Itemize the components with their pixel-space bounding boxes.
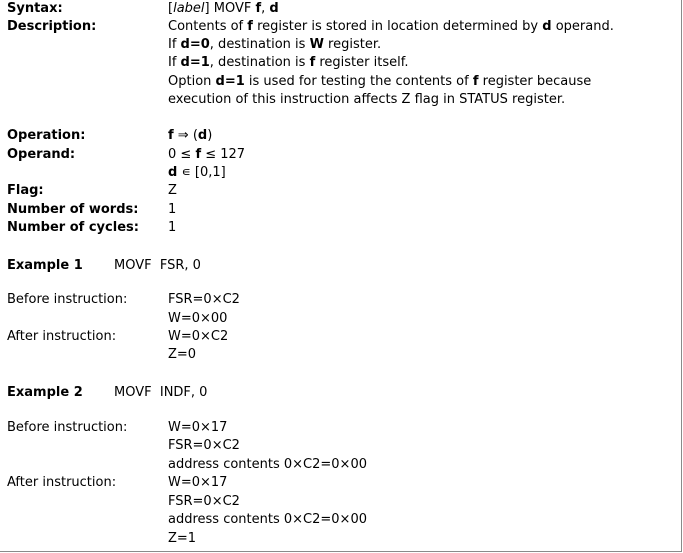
operand-text: 0 ≤ — [168, 147, 196, 162]
description-line-4 — [168, 73, 591, 91]
example2-before-label: Before instruction: — [7, 420, 128, 435]
syntax-open-bracket: [ — [168, 1, 174, 16]
example2-instruction: MOVF INDF, 0 — [114, 385, 208, 400]
description-line-5: execution of this instruction affects Z flag in STATUS register. — [168, 92, 566, 107]
description-line-3 — [168, 54, 408, 72]
description-w: W — [309, 37, 324, 52]
description-text: , destination is — [209, 37, 310, 52]
operand-d: d — [168, 165, 178, 180]
example1-after-line: Z=0 — [168, 347, 197, 362]
operation-f: f — [168, 128, 174, 143]
operand-line-2 — [168, 164, 226, 182]
syntax-arg-d: d — [269, 1, 279, 16]
operation-close: ) — [207, 128, 213, 143]
example2-after-line: Z=1 — [168, 531, 197, 546]
operation-value — [168, 127, 212, 145]
example2-title: Example 2 — [7, 385, 83, 400]
description-d: d=0 — [180, 37, 210, 52]
example1-before-label: Before instruction: — [7, 292, 128, 307]
example2-before-line: W=0×17 — [168, 420, 228, 435]
description-text: register because — [478, 74, 592, 89]
example2-after-line: W=0×17 — [168, 475, 228, 490]
example2-after-line: address contents 0×C2=0×00 — [168, 512, 367, 527]
syntax-mnemonic: MOVF — [209, 1, 256, 16]
description-text: is used for testing the contents of — [244, 74, 473, 89]
operand-f: f — [195, 147, 202, 162]
description-text: Contents of — [168, 19, 248, 34]
description-f: f — [247, 19, 253, 34]
example1-after-line: W=0×C2 — [168, 329, 229, 344]
syntax-label-word: label — [173, 1, 205, 16]
example1-title: Example 1 — [7, 258, 83, 273]
description-d: d — [542, 19, 552, 34]
operand-label: Operand: — [7, 147, 76, 162]
cycles-value: 1 — [168, 220, 177, 235]
example1-after-label: After instruction: — [7, 329, 117, 344]
example2-before-line: address contents 0×C2=0×00 — [168, 457, 367, 472]
flag-value: Z — [168, 183, 177, 198]
example1-before-line: FSR=0×C2 — [168, 292, 240, 307]
cycles-label: Number of cycles: — [7, 220, 139, 235]
operation-arrow: ⇒ ( — [173, 128, 198, 143]
example2-after-label: After instruction: — [7, 475, 117, 490]
operation-d: d — [197, 128, 208, 143]
example1-instruction: MOVF FSR, 0 — [114, 258, 201, 273]
syntax-comma: , — [261, 1, 270, 16]
description-label: Description: — [7, 19, 97, 34]
description-text: register is stored in location determined by — [252, 19, 543, 34]
description-text: operand. — [551, 19, 614, 34]
operand-line-1 — [168, 146, 245, 164]
description-text: If — [168, 37, 181, 52]
description-text: If — [168, 55, 181, 70]
example1-before-line: W=0×00 — [168, 311, 228, 326]
operation-label: Operation: — [7, 128, 86, 143]
description-f: f — [309, 55, 316, 70]
syntax-value — [168, 0, 279, 18]
operand-text: ∊ [0,1] — [177, 165, 226, 180]
syntax-arg-f: f — [255, 1, 262, 16]
description-text: , destination is — [209, 55, 310, 70]
description-line-2 — [168, 36, 381, 54]
description-text: register itself. — [315, 55, 409, 70]
example2-after-line: FSR=0×C2 — [168, 494, 240, 509]
description-text: register. — [323, 37, 382, 52]
example2-before-line: FSR=0×C2 — [168, 438, 240, 453]
syntax-close-bracket: ] — [204, 1, 210, 16]
flag-label: Flag: — [7, 183, 44, 198]
description-text: Option — [168, 74, 216, 89]
words-value: 1 — [168, 202, 177, 217]
operand-text: ≤ 127 — [201, 147, 246, 162]
description-d: d=1 — [215, 74, 245, 89]
description-line-1 — [168, 18, 614, 36]
syntax-label: Syntax: — [7, 1, 63, 16]
words-label: Number of words: — [7, 202, 139, 217]
description-d: d=1 — [180, 55, 210, 70]
description-f: f — [472, 74, 479, 89]
